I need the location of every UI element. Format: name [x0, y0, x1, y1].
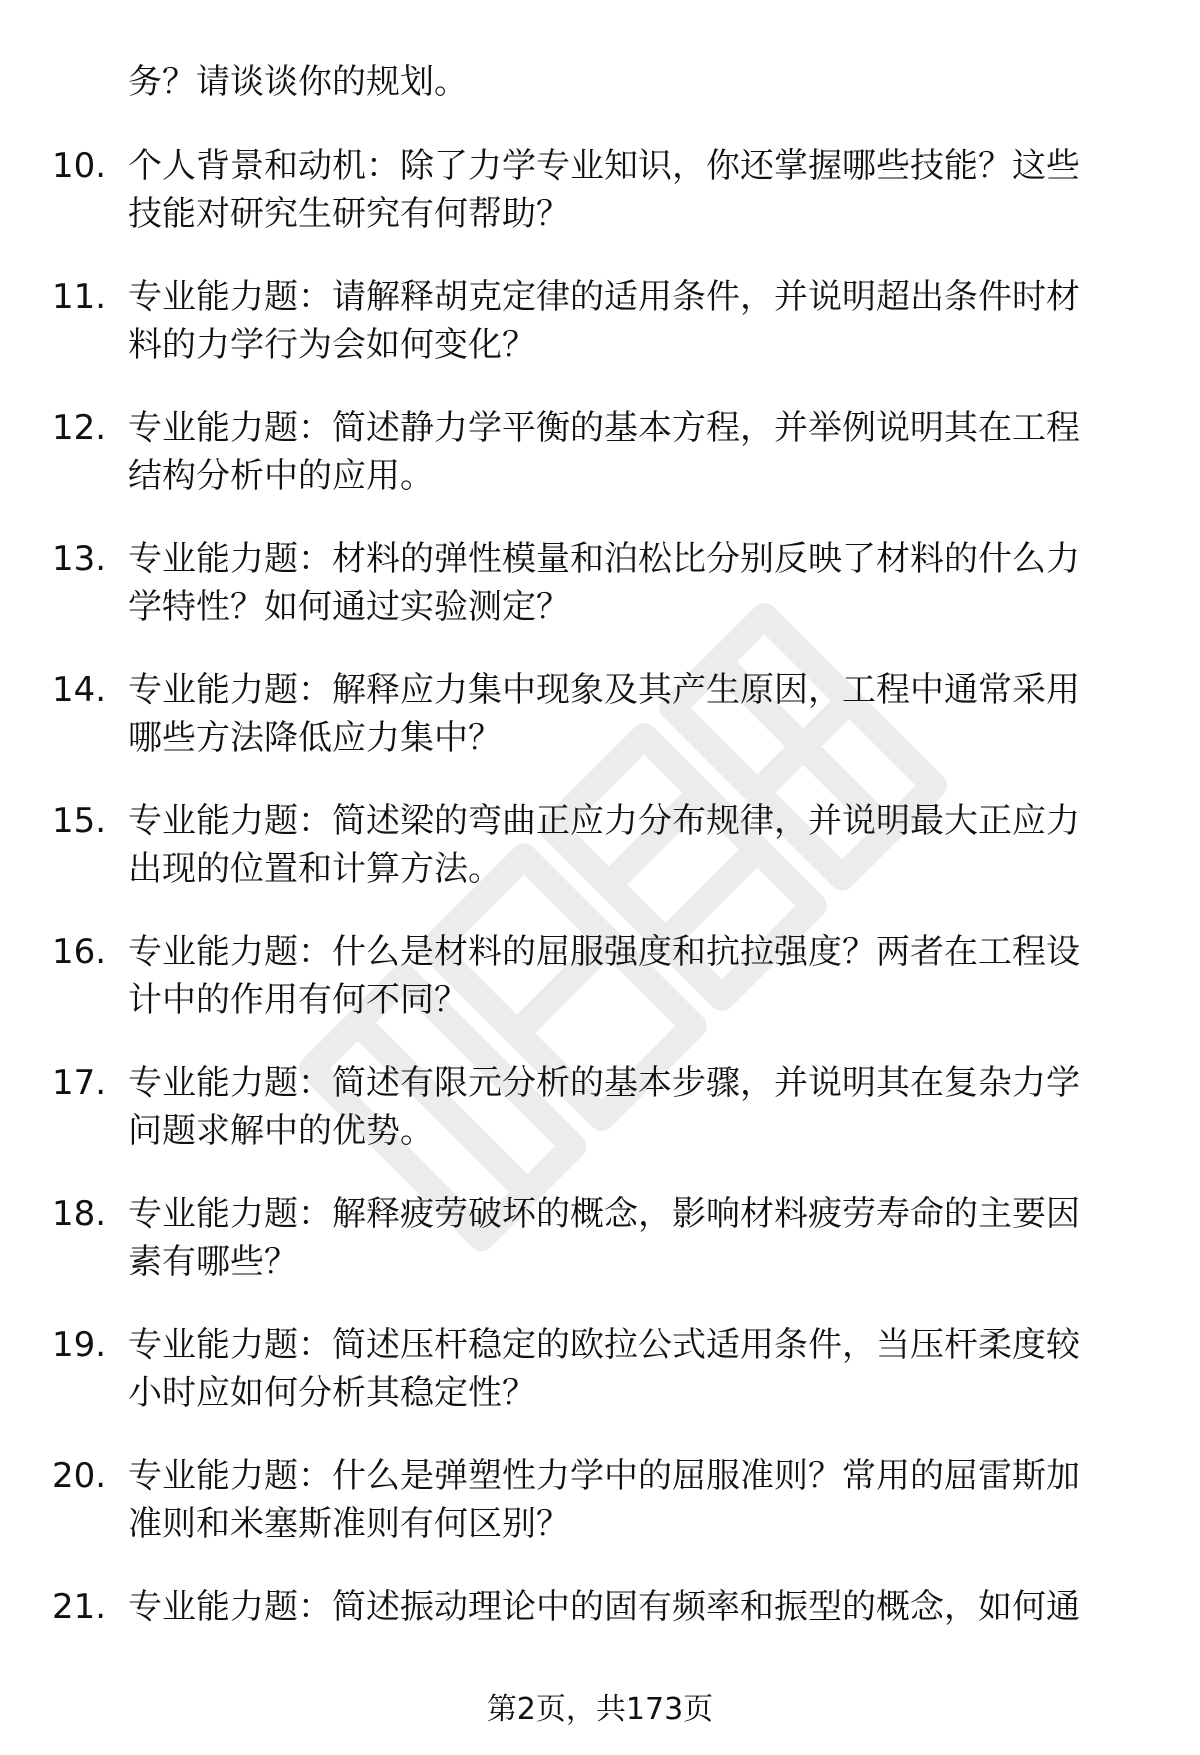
item-number: 20.: [52, 1456, 107, 1496]
item-text-line: 专业能力题：解释疲劳破坏的概念，影响材料疲劳寿命的主要因: [128, 1194, 1080, 1234]
item-text-line: 小时应如何分析其稳定性？: [128, 1373, 536, 1413]
list-item: [0, 1053, 1200, 1184]
item-text-line: 专业能力题：简述静力学平衡的基本方程，并举例说明其在工程: [128, 408, 1080, 448]
item-number: 19.: [52, 1325, 107, 1365]
item-text-line: 计中的作用有何不同？: [128, 980, 468, 1020]
item-text-line: 哪些方法降低应力集中？: [128, 718, 502, 758]
item-number: 14.: [52, 670, 107, 710]
list-item: [0, 267, 1200, 398]
item-text-line: 专业能力题：什么是材料的屈服强度和抗拉强度？两者在工程设: [128, 932, 1080, 972]
item-text-line: 问题求解中的优势。: [128, 1111, 434, 1151]
list-item: [0, 398, 1200, 529]
item-text-line: 专业能力题：解释应力集中现象及其产生原因，工程中通常采用: [128, 670, 1080, 710]
item-number: 13.: [52, 539, 107, 579]
item-text: [128, 1452, 1138, 1548]
item-text-line: 素有哪些？: [128, 1242, 298, 1282]
list-item: [0, 1577, 1200, 1708]
item-number: 12.: [52, 408, 107, 448]
page-number-footer: 第2页，共173页: [486, 1692, 714, 1727]
item-text: [128, 1321, 1138, 1417]
item-number: 16.: [52, 932, 107, 972]
item-number: 11.: [52, 277, 107, 317]
item-number: 15.: [52, 801, 107, 841]
item-text-line: 专业能力题：什么是弹塑性力学中的屈服准则？常用的屈雷斯加: [128, 1456, 1080, 1496]
list-item: [0, 660, 1200, 791]
item-number: 17.: [52, 1063, 107, 1103]
item-text-line: 专业能力题：请解释胡克定律的适用条件，并说明超出条件时材: [128, 277, 1080, 317]
item-text-line: 准则和米塞斯准则有何区别？: [128, 1504, 570, 1544]
item-text: [128, 928, 1138, 1024]
item-text-line: 专业能力题：材料的弹性模量和泊松比分别反映了材料的什么力: [128, 539, 1080, 579]
item-number: 21.: [52, 1587, 107, 1627]
list-item: [0, 136, 1200, 267]
item-text: [128, 1059, 1138, 1155]
list-item: [0, 1446, 1200, 1577]
item-text: [128, 535, 1138, 631]
item-text: [128, 666, 1138, 762]
item-text-line: 出现的位置和计算方法。: [128, 849, 502, 889]
item-text-line: 专业能力题：简述梁的弯曲正应力分布规律，并说明最大正应力: [128, 801, 1080, 841]
list-item: [0, 922, 1200, 1053]
question-list: [0, 136, 1200, 1708]
item-text-line: 技能对研究生研究有何帮助？: [128, 194, 570, 234]
item-number: 10.: [52, 146, 107, 186]
item-text-line: 个人背景和动机：除了力学专业知识，你还掌握哪些技能？这些: [128, 146, 1080, 186]
item-text-line: 专业能力题：简述振动理论中的固有频率和振型的概念，如何通: [128, 1587, 1080, 1627]
item-text-line: 学特性？如何通过实验测定？: [128, 587, 570, 627]
list-item: [0, 529, 1200, 660]
list-item: [0, 1315, 1200, 1446]
item-text: [128, 797, 1138, 893]
item-text-line: 专业能力题：简述有限元分析的基本步骤，并说明其在复杂力学: [128, 1063, 1080, 1103]
item-text-line: 专业能力题：简述压杆稳定的欧拉公式适用条件，当压杆柔度较: [128, 1325, 1080, 1365]
item-number: 18.: [52, 1194, 107, 1234]
item-text: [128, 1583, 1138, 1631]
continuation-text: 务？请谈谈你的规划。: [128, 62, 468, 102]
item-text: [128, 1190, 1138, 1286]
list-item: [0, 1184, 1200, 1315]
item-text: [128, 142, 1138, 238]
item-text: [128, 404, 1138, 500]
item-text: [128, 273, 1138, 369]
item-text-line: 料的力学行为会如何变化？: [128, 325, 536, 365]
list-item: [0, 791, 1200, 922]
item-text-line: 结构分析中的应用。: [128, 456, 434, 496]
